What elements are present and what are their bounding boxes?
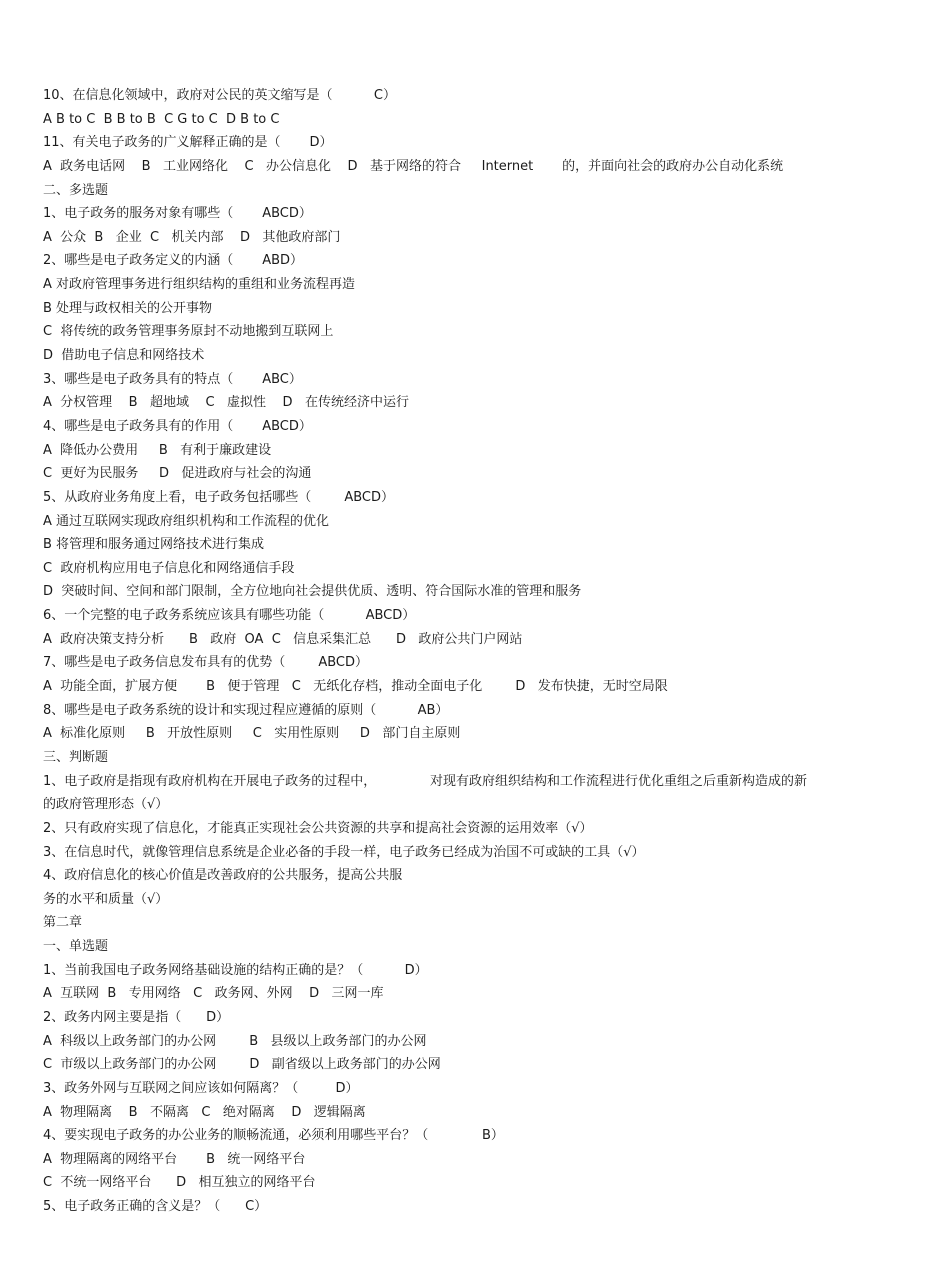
text-line: 1、电子政府是指现有政府机构在开展电子政务的过程中， 对现有政府组织结构和工作流程进行优化重组之后重新构造成的新	[43, 773, 807, 789]
text-line: 务的水平和质量（√）	[43, 891, 169, 907]
text-line: 3、哪些是电子政务具有的特点（ ABC）	[43, 371, 302, 387]
text-line: D 借助电子信息和网络技术	[43, 348, 205, 364]
section-heading: 一、单选题	[43, 939, 109, 955]
text-line: A 通过互联网实现政府组织机构和工作流程的优化	[43, 513, 330, 529]
text-line: A 降低办公费用 B 有利于廉政建设	[43, 442, 272, 458]
text-line: 10、在信息化领域中，政府对公民的英文缩写是（ C）	[43, 88, 396, 103]
text-line: 4、政府信息化的核心价值是改善政府的公共服务，提高公共服	[43, 868, 403, 884]
text-line: 3、政务外网与互联网之间应该如何隔离？（ D）	[43, 1080, 359, 1096]
text-line: 2、政务内网主要是指（ D）	[43, 1009, 230, 1025]
text-line: 1、当前我国电子政务网络基础设施的结构正确的是？（ D）	[43, 962, 428, 978]
section-heading: 二、多选题	[43, 182, 109, 198]
text-line: B 将管理和服务通过网络技术进行集成	[43, 537, 265, 553]
text-line: A 分权管理 B 超地域 C 虚拟性 D 在传统经济中运行	[43, 395, 409, 411]
text-line: 8、哪些是电子政务系统的设计和实现过程应遵循的原则（ AB）	[43, 702, 449, 718]
text-line: C 政府机构应用电子信息化和网络通信手段	[43, 560, 295, 576]
text-line: 7、哪些是电子政务信息发布具有的优势（ ABCD）	[43, 655, 369, 671]
text-line: C 市级以上政务部门的办公网 D 副省级以上政务部门的办公网	[43, 1057, 441, 1073]
text-line: 4、要实现电子政务的办公业务的顺畅流通，必须利用哪些平台？（ B）	[43, 1128, 504, 1144]
text-line: C 更好为民服务 D 促进政府与社会的沟通	[43, 466, 312, 482]
text-line: 的政府管理形态（√）	[43, 797, 169, 813]
text-line: A B to C B B to B C G to C D B to C	[43, 111, 280, 127]
text-line: A 政务电话网 B 工业网络化 C 办公信息化 D 基于网络的符合 Internet 的，并面向社会的政府办公自动化系统	[43, 158, 784, 174]
text-line: A 物理隔离 B 不隔离 C 绝对隔离 D 逻辑隔离	[43, 1104, 366, 1120]
text-line: 1、电子政务的服务对象有哪些（ ABCD）	[43, 206, 312, 222]
text-line: 3、在信息时代，就像管理信息系统是企业必备的手段一样，电子政务已经成为治国不可或缺的工具（√）	[43, 844, 645, 860]
text-line: 11、有关电子政务的广义解释正确的是（ D）	[43, 135, 333, 151]
text-line: 4、哪些是电子政务具有的作用（ ABCD）	[43, 418, 312, 434]
text-line: A 对政府管理事务进行组织结构的重组和业务流程再造	[43, 277, 356, 293]
text-line: 2、只有政府实现了信息化，才能真正实现社会公共资源的共享和提高社会资源的运用效率（√）	[43, 820, 593, 836]
chapter-heading: 第二章	[43, 915, 83, 931]
text-line: B 处理与政权相关的公开事物	[43, 300, 213, 316]
text-line: 2、哪些是电子政务定义的内涵（ ABD）	[43, 253, 304, 269]
text-line: D 突破时间、空间和部门限制，全方位地向社会提供优质、透明、符合国际水准的管理和服务	[43, 584, 582, 600]
text-line: A 物理隔离的网络平台 B 统一网络平台	[43, 1151, 306, 1167]
section-heading: 三、判断题	[43, 749, 109, 765]
document-page	[43, 84, 923, 1219]
text-line: A 功能全面，扩展方便 B 便于管理 C 无纸化存档，推动全面电子化 D 发布快捷，无时空局限	[43, 679, 668, 695]
text-line: 5、从政府业务角度上看，电子政务包括哪些（ ABCD）	[43, 489, 395, 505]
text-line: A 公众 B 企业 C 机关内部 D 其他政府部门	[43, 229, 341, 245]
text-line: A 互联网 B 专用网络 C 政务网、外网 D 三网一库	[43, 986, 384, 1002]
text-line: A 政府决策支持分析 B 政府 OA C 信息采集汇总 D 政府公共门户网站	[43, 631, 523, 647]
text-line: 5、电子政务正确的含义是？（ C）	[43, 1199, 268, 1215]
text-line: C 不统一网络平台 D 相互独立的网络平台	[43, 1175, 316, 1191]
text-line: A 标准化原则 B 开放性原则 C 实用性原则 D 部门自主原则	[43, 726, 461, 742]
text-line: 6、一个完整的电子政务系统应该具有哪些功能（ ABCD）	[43, 608, 416, 624]
text-line: A 科级以上政务部门的办公网 B 县级以上政务部门的办公网	[43, 1033, 427, 1049]
text-line: C 将传统的政务管理事务原封不动地搬到互联网上	[43, 324, 334, 340]
